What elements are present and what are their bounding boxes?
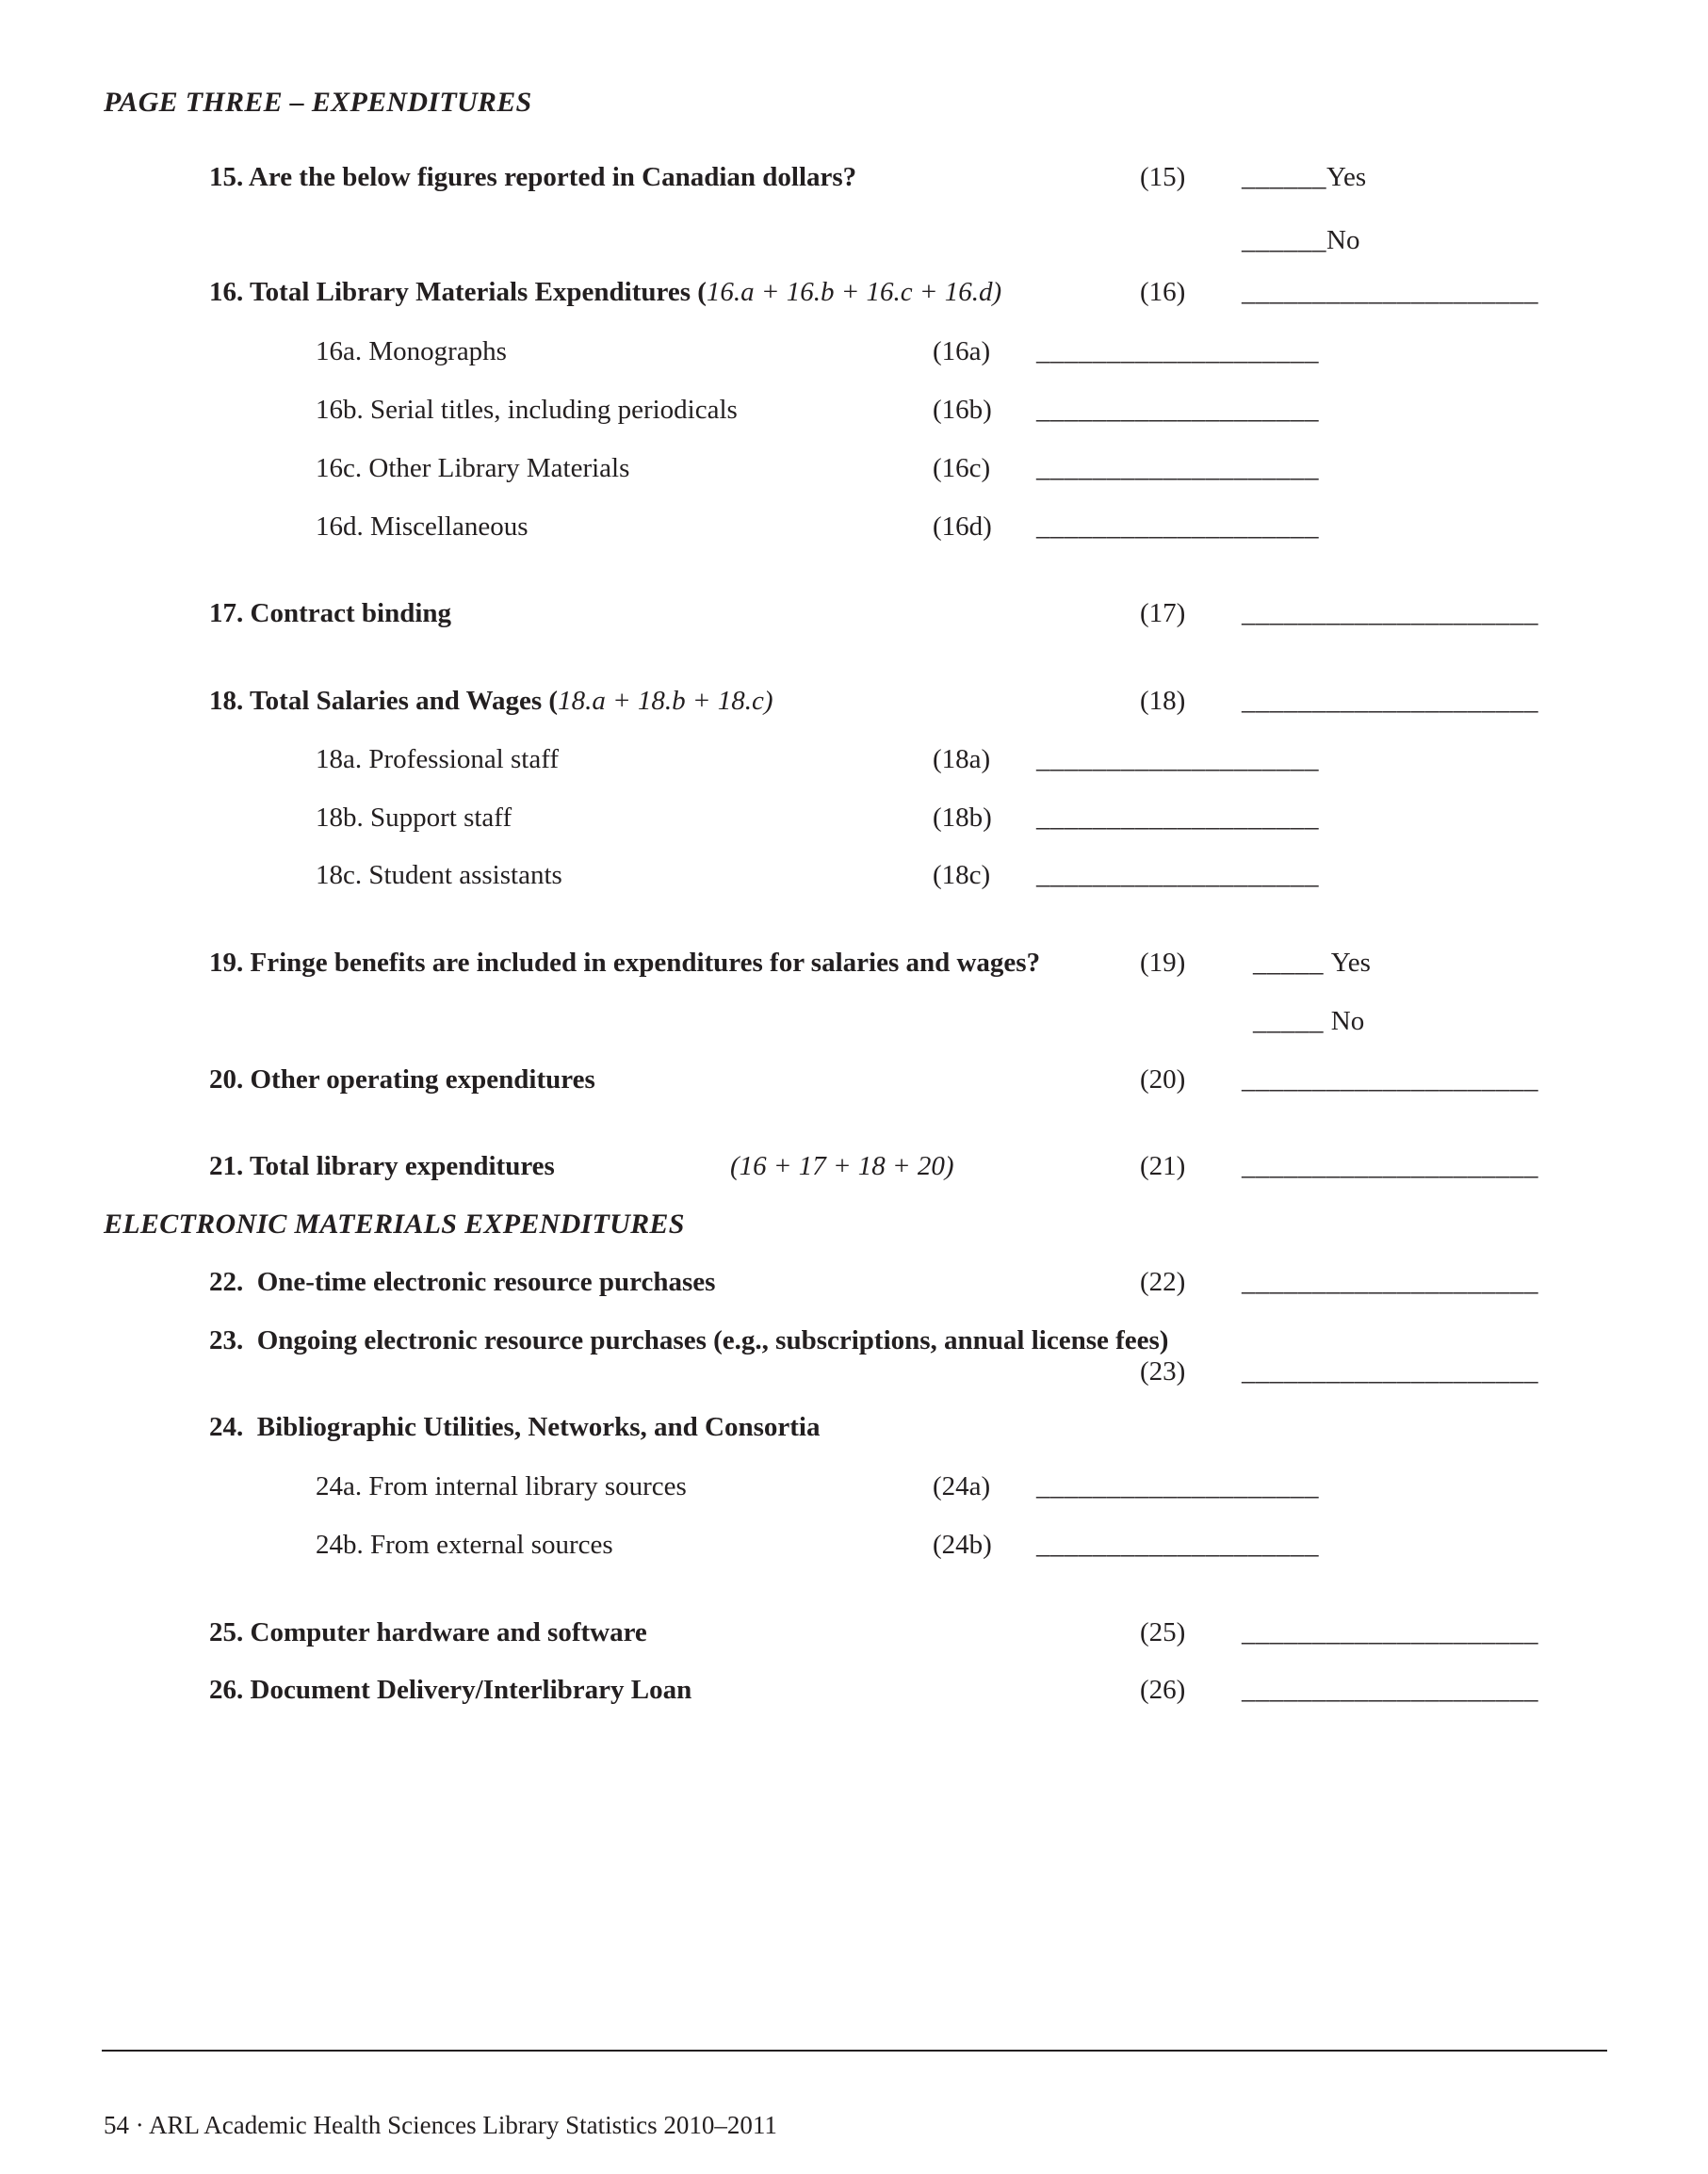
question-21-formula: (16 + 17 + 18 + 20) [730,1151,954,1181]
question-18a-code: (18a) [933,744,991,774]
question-23-label: 23. Ongoing electronic resource purchases (e.g., subscriptions, annual license fees) [209,1325,1169,1355]
question-23-answer-line: _____________________ [1242,1356,1538,1387]
yes-label: Yes [1326,162,1367,192]
question-22-code: (22) [1140,1267,1186,1297]
question-19-yes-option [1253,946,1371,980]
question-16-answer-line: _____________________ [1242,277,1538,307]
question-16d-answer-line: ____________________ [1036,511,1319,542]
question-22-answer-line: _____________________ [1242,1267,1538,1297]
footer-text: 54 · ARL Academic Health Sciences Library Statistics 2010–2011 [104,2111,777,2139]
question-16-label [209,275,1001,309]
question-18b-code: (18b) [933,803,992,833]
page-title: PAGE THREE – EXPENDITURES [104,87,532,118]
question-19-code: (19) [1140,948,1186,978]
question-15-label: 15. Are the below figures reported in Canadian dollars? [209,162,857,192]
question-24a-answer-line: ____________________ [1036,1471,1319,1501]
section-title-electronic-materials: ELECTRONIC MATERIALS EXPENDITURES [104,1209,685,1240]
question-19-no-option [1253,1004,1364,1038]
question-19-label: 19. Fringe benefits are included in expenditures for salaries and wages? [209,948,1041,978]
question-24b-code: (24b) [933,1530,992,1560]
question-15-yes-option [1242,160,1366,194]
question-16d-label: 16d. Miscellaneous [316,511,529,542]
question-16b-label: 16b. Serial titles, including periodicals [316,395,738,425]
question-18-answer-line: _____________________ [1242,686,1538,716]
question-16a-label: 16a. Monographs [316,336,507,366]
question-18c-label: 18c. Student assistants [316,860,562,890]
question-16a-code: (16a) [933,336,991,366]
question-23-code: (23) [1140,1356,1186,1387]
question-16c-label: 16c. Other Library Materials [316,453,630,483]
question-24a-label: 24a. From internal library sources [316,1471,687,1501]
question-20-code: (20) [1140,1064,1186,1095]
question-17-code: (17) [1140,598,1186,628]
question-18-code: (18) [1140,686,1186,716]
question-25-label: 25. Computer hardware and software [209,1617,647,1647]
question-15-yes-blank: ______ [1242,162,1326,192]
question-18b-answer-line: ____________________ [1036,803,1319,833]
question-17-label: 17. Contract binding [209,598,452,628]
question-21-answer-line: _____________________ [1242,1151,1538,1181]
question-15-no-blank: ______ [1242,225,1326,255]
question-16b-answer-line: ____________________ [1036,395,1319,425]
question-15-no-option [1242,223,1359,257]
question-24b-answer-line: ____________________ [1036,1530,1319,1560]
footer-divider [102,2050,1607,2052]
question-19-yes-blank: _____ [1253,948,1331,978]
question-26-answer-line: _____________________ [1242,1675,1538,1705]
question-18-text: 18. Total Salaries and Wages ( [209,686,559,716]
question-21-code: (21) [1140,1151,1186,1181]
question-25-code: (25) [1140,1617,1186,1647]
no-label: No [1326,225,1360,255]
question-18b-label: 18b. Support staff [316,803,512,833]
question-16c-answer-line: ____________________ [1036,453,1319,483]
question-18a-label: 18a. Professional staff [316,744,559,774]
question-26-code: (26) [1140,1675,1186,1705]
question-16b-code: (16b) [933,395,992,425]
question-15-code: (15) [1140,162,1186,192]
question-18-label [209,684,773,718]
question-16c-code: (16c) [933,453,991,483]
question-21-label: 21. Total library expenditures [209,1151,555,1181]
no-label: No [1330,1006,1365,1036]
question-18a-answer-line: ____________________ [1036,744,1319,774]
question-16a-answer-line: ____________________ [1036,336,1319,366]
question-24b-label: 24b. From external sources [316,1530,613,1560]
question-19-no-blank: _____ [1253,1006,1331,1036]
question-20-label: 20. Other operating expenditures [209,1064,595,1095]
question-17-answer-line: _____________________ [1242,598,1538,628]
question-18c-answer-line: ____________________ [1036,860,1319,890]
yes-label: Yes [1330,948,1371,978]
question-16d-code: (16d) [933,511,992,542]
question-26-label: 26. Document Delivery/Interlibrary Loan [209,1675,692,1705]
question-18-formula: 18.a + 18.b + 18.c) [558,686,773,716]
question-22-label: 22. One-time electronic resource purchases [209,1267,716,1297]
question-20-answer-line: _____________________ [1242,1064,1538,1095]
question-16-code: (16) [1140,277,1186,307]
question-24a-code: (24a) [933,1471,991,1501]
question-25-answer-line: _____________________ [1242,1617,1538,1647]
question-16-text: 16. Total Library Materials Expenditures ( [209,277,707,307]
question-24-label: 24. Bibliographic Utilities, Networks, and Consortia [209,1412,821,1442]
question-16-formula: 16.a + 16.b + 16.c + 16.d) [706,277,1002,307]
question-18c-code: (18c) [933,860,991,890]
